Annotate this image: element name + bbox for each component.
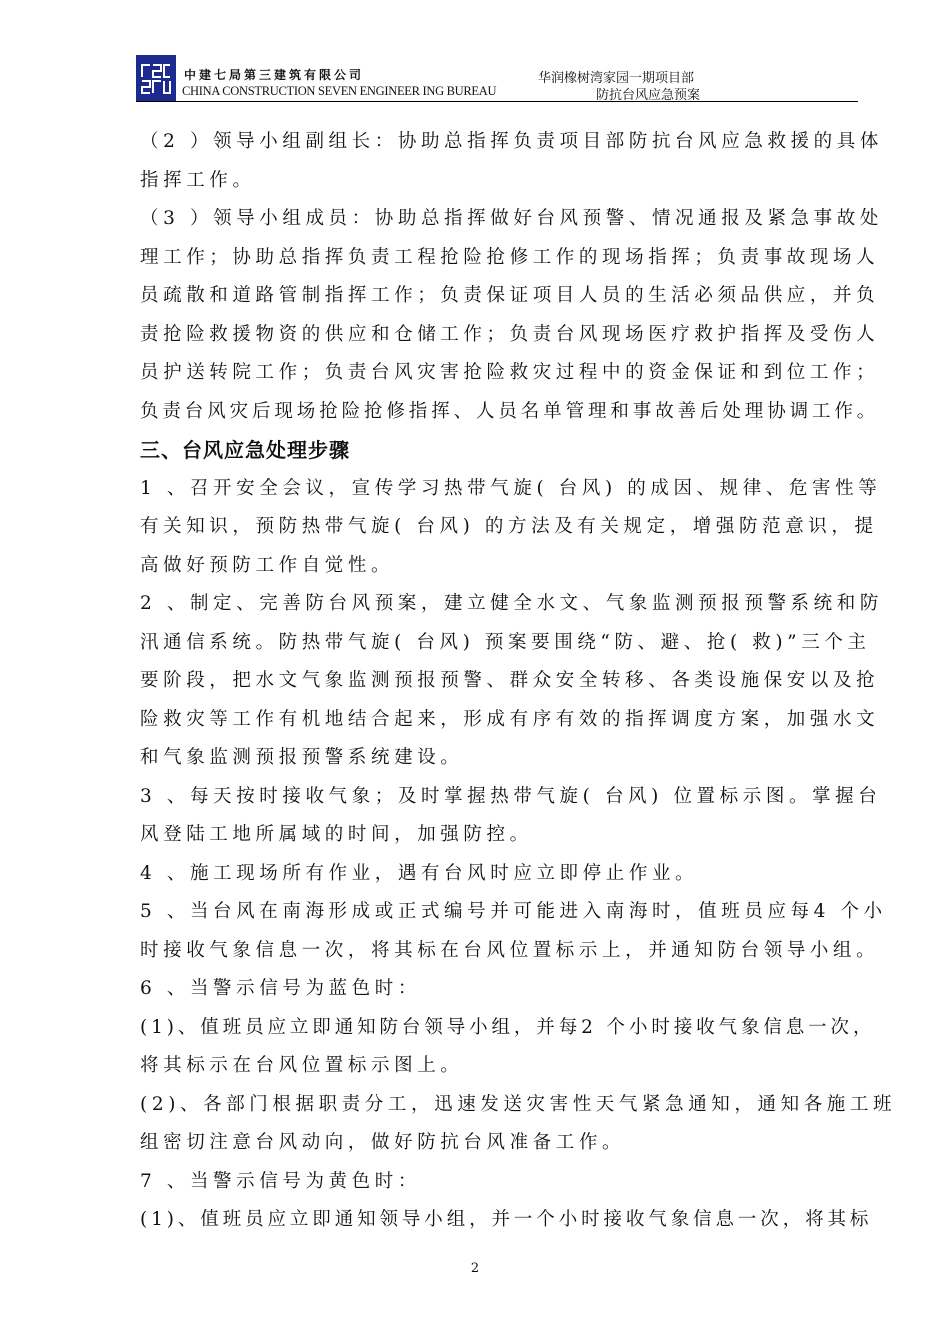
company-name: 中建七局第三建筑有限公司 xyxy=(184,68,365,82)
text-line: 1 、召开安全会议，宣传学习热带气旋( 台风) 的成因、规律、危害性等 xyxy=(140,477,882,499)
text-line: 负责台风灾后现场抢险抢修指挥、人员名单管理和事故善后处理协调工作。 xyxy=(140,400,880,422)
text-line: 5 、当台风在南海形成或正式编号并可能进入南海时，值班员应每4 个小 xyxy=(140,901,887,922)
text-line: 6 、当警示信号为蓝色时： xyxy=(140,978,421,999)
text-line: 风登陆工地所属域的时间，加强防控。 xyxy=(140,824,533,845)
text-line: 员护送转院工作；负责台风灾害抢险救灾过程中的资金保证和到位工作； xyxy=(140,362,880,383)
text-line: 4 、施工现场所有作业，遇有台风时应立即停止作业。 xyxy=(140,862,699,884)
text-line: 7 、当警示信号为黄色时： xyxy=(140,1170,421,1192)
text-line: 和气象监测预报预警系统建设。 xyxy=(140,747,464,768)
text-line: 有关知识，预防热带气旋( 台风) 的方法及有关规定，增强防范意识，提 xyxy=(140,516,878,537)
text-line: （2 ）领导小组副组长：协助总指挥负责项目部防抗台风应急救援的具体 xyxy=(140,131,883,152)
text-line: (2)、各部门根据职责分工，迅速发送灾害性天气紧急通知，通知各施工班 xyxy=(140,1093,897,1115)
document-name: 防抗台风应急预案 xyxy=(596,88,701,103)
text-line: 高做好预防工作自觉性。 xyxy=(140,554,395,576)
text-line: 理工作；协助总指挥负责工程抢险抢修工作的现场指挥；负责事故现场人 xyxy=(140,246,880,268)
project-name: 华润橡树湾家园一期项目部 xyxy=(538,71,695,86)
text-line: (1)、值班员应立即通知防台领导小组，并每2 个小时接收气象信息一次， xyxy=(140,1016,876,1038)
text-line: 险救灾等工作有机地结合起来，形成有序有效的指挥调度方案，加强水文 xyxy=(140,708,880,730)
section-heading: 三、台风应急处理步骤 xyxy=(140,438,350,462)
text-line: 2 、制定、完善防台风预案，建立健全水文、气象监测预报预警系统和防 xyxy=(140,593,883,614)
text-line: 时接收气象信息一次，将其标在台风位置标示上，并通知防台领导小组。 xyxy=(140,939,880,961)
text-line: （3 ）领导小组成员：协助总指挥做好台风预警、情况通报及紧急事故处 xyxy=(140,208,883,229)
text-line: 汛通信系统。防热带气旋( 台风) 预案要围绕“防、避、抢( 救)”三个主 xyxy=(140,631,871,653)
document-body xyxy=(140,123,897,1240)
company-logo-icon xyxy=(136,55,176,101)
text-line: 指挥工作。 xyxy=(140,169,256,191)
text-line: 3 、每天按时接收气象；及时掌握热带气旋( 台风) 位置标示图。掌握台 xyxy=(140,785,882,807)
text-line: 组密切注意台风动向，做好防抗台风准备工作。 xyxy=(140,1132,626,1153)
page-number: 2 xyxy=(470,1261,480,1276)
text-line: 责抢险救援物资的供应和仓储工作；负责台风现场医疗救护指挥及受伤人 xyxy=(140,323,880,345)
page-header xyxy=(136,55,858,103)
text-line: 将其标示在台风位置标示图上。 xyxy=(140,1055,464,1076)
header-divider xyxy=(136,101,858,102)
text-line: 要阶段，把水文气象监测预报预警、群众安全转移、各类设施保安以及抢 xyxy=(140,670,880,691)
company-name-english: CHINA CONSTRUCTION SEVEN ENGINEER ING BUREAU xyxy=(182,84,497,98)
text-line: 员疏散和道路管制指挥工作；负责保证项目人员的生活必须品供应，并负 xyxy=(140,285,880,306)
text-line: (1)、值班员应立即通知领导小组，并一个小时接收气象信息一次，将其标 xyxy=(140,1209,873,1230)
